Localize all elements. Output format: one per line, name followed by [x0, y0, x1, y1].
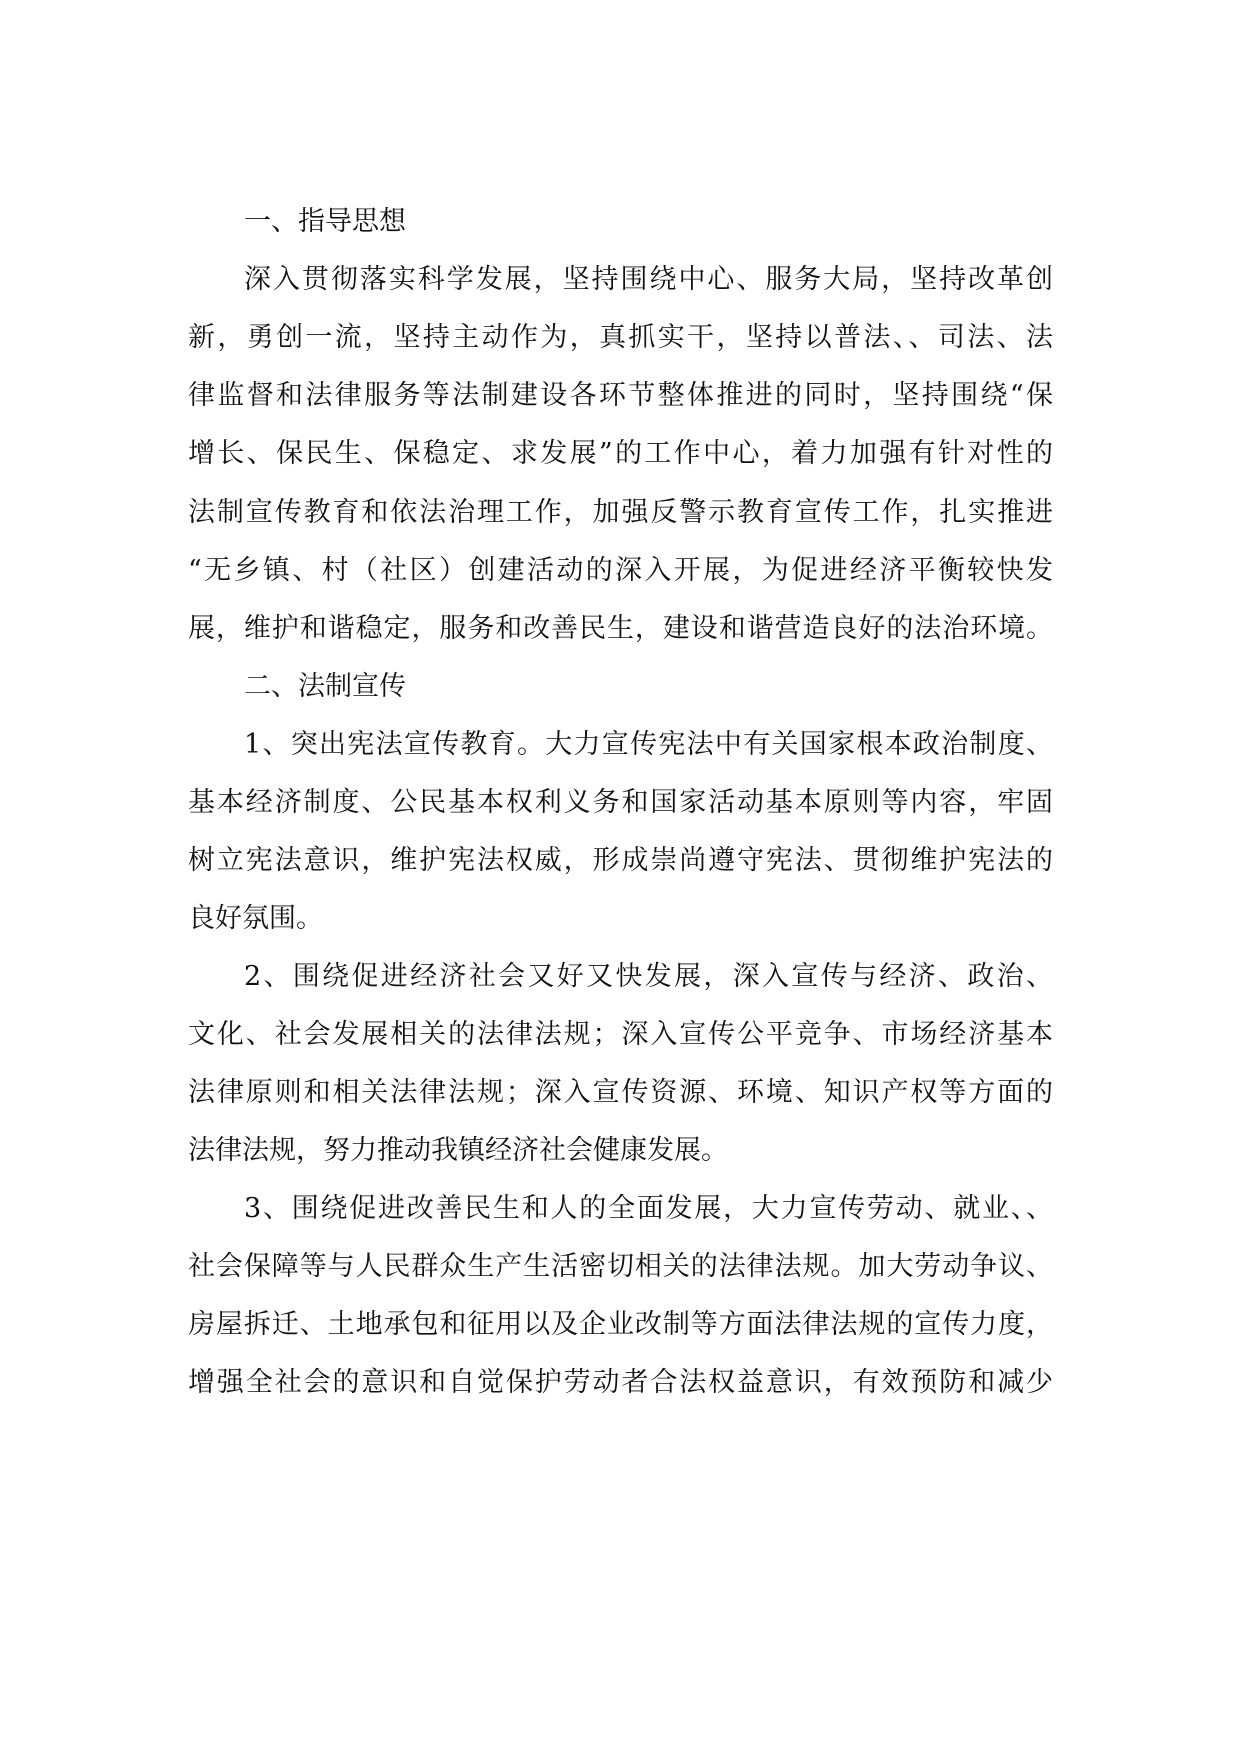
paragraph-line: 树立宪法意识，维护宪法权威，形成崇尚遵守宪法、贯彻维护宪法的: [188, 845, 1053, 876]
paragraph-line: 展，维护和谐稳定，服务和改善民生，建设和谐营造良好的法治环境。: [188, 613, 1053, 644]
paragraph-line: 法制宣传教育和依法治理工作，加强反警示教育宣传工作，扎实推进: [188, 497, 1053, 528]
heading-legal-publicity: 二、法制宣传: [244, 671, 406, 702]
paragraph-line: 法律法规，努力推动我镇经济社会健康发展。: [188, 1135, 728, 1166]
paragraph-line: 房屋拆迁、土地承包和征用以及企业改制等方面法律法规的宣传力度，: [188, 1309, 1053, 1340]
paragraph-line: 1、突出宪法宣传教育。大力宣传宪法中有关国家根本政治制度、: [244, 729, 1053, 760]
paragraph-line: 法律原则和相关法律法规；深入宣传资源、环境、知识产权等方面的: [188, 1077, 1053, 1108]
paragraph-line: 文化、社会发展相关的法律法规；深入宣传公平竞争、市场经济基本: [188, 1019, 1053, 1050]
paragraph-line: 增强全社会的意识和自觉保护劳动者合法权益意识，有效预防和减少: [188, 1367, 1053, 1398]
paragraph-line: 良好氛围。: [188, 903, 323, 934]
paragraph-line: 律监督和法律服务等法制建设各环节整体推进的同时，坚持围绕“保: [188, 380, 1053, 411]
paragraph-line: 新，勇创一流，坚持主动作为，真抓实干，坚持以普法、、司法、法: [188, 322, 1053, 353]
paragraph-line: “无乡镇、村（社区）创建活动的深入开展，为促进经济平衡较快发: [188, 555, 1053, 586]
paragraph-line: 社会保障等与人民群众生产生活密切相关的法律法规。加大劳动争议、: [188, 1251, 1053, 1282]
paragraph-line: 3、围绕促进改善民生和人的全面发展，大力宣传劳动、就业、、: [244, 1193, 1053, 1224]
paragraph-line: 2、围绕促进经济社会又好又快发展，深入宣传与经济、政治、: [244, 961, 1053, 992]
heading-guiding-ideology: 一、指导思想: [244, 206, 406, 237]
paragraph-line: 增长、保民生、保稳定、求发展”的工作中心，着力加强有针对性的: [188, 438, 1053, 469]
paragraph-line: 基本经济制度、公民基本权利义务和国家活动基本原则等内容，牢固: [188, 787, 1053, 818]
paragraph-line: 深入贯彻落实科学发展，坚持围绕中心、服务大局，坚持改革创: [244, 264, 1053, 295]
